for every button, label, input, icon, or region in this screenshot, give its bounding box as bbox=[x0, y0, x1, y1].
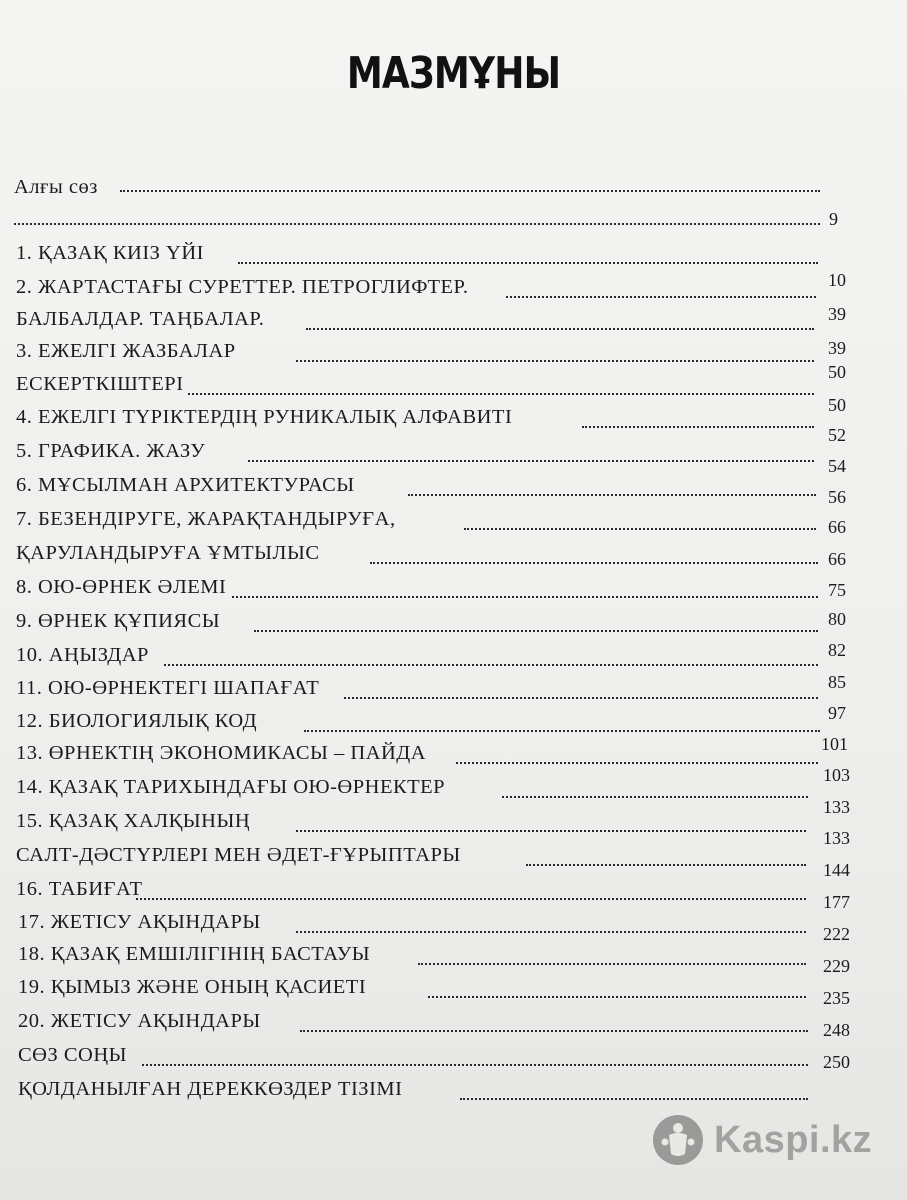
toc-entry-text: 3. ЕЖЕЛГІ ЖАЗБАЛАР bbox=[16, 340, 236, 362]
toc-page-number: 50 bbox=[828, 362, 846, 382]
toc-leader bbox=[14, 223, 820, 225]
toc-leader bbox=[238, 262, 818, 264]
toc-entry-text: 19. ҚЫМЫЗ ЖӘНЕ ОНЫҢ ҚАСИЕТІ bbox=[18, 976, 367, 998]
toc-page-number: 101 bbox=[821, 734, 848, 754]
toc-page-number: 97 bbox=[828, 703, 846, 723]
toc-leader bbox=[254, 630, 818, 632]
toc-leader bbox=[232, 596, 818, 598]
toc-leader bbox=[418, 963, 806, 965]
toc-entry-text: 12. БИОЛОГИЯЛЫҚ КОД bbox=[16, 710, 258, 732]
kaspi-logo-icon bbox=[652, 1114, 704, 1166]
toc-entry-text: ЕСКЕРТКІШТЕРІ bbox=[16, 373, 184, 395]
toc-page-number: 222 bbox=[823, 924, 850, 944]
toc-entry-text: 17. ЖЕТІСУ АҚЫНДАРЫ bbox=[18, 911, 261, 933]
toc-page-number: 66 bbox=[828, 549, 846, 569]
toc-page-number: 235 bbox=[823, 988, 850, 1008]
toc-page-number: 10 bbox=[828, 270, 846, 290]
toc-page-number: 56 bbox=[828, 487, 846, 507]
toc-page-number: 133 bbox=[823, 797, 850, 817]
toc-leader bbox=[370, 562, 818, 564]
toc-page-number: 133 bbox=[823, 828, 850, 848]
toc-entry-text: 14. ҚАЗАҚ ТАРИХЫНДАҒЫ ОЮ-ӨРНЕКТЕР bbox=[16, 776, 446, 798]
toc-page-number: 39 bbox=[828, 338, 846, 358]
toc-leader bbox=[582, 426, 814, 428]
page-title: МАЗМҰНЫ bbox=[346, 48, 561, 99]
toc-page-number: 85 bbox=[828, 672, 846, 692]
toc-leader bbox=[306, 328, 814, 330]
toc-page-number: 229 bbox=[823, 956, 850, 976]
toc-entry-text: 18. ҚАЗАҚ ЕМШІЛІГІНІҢ БАСТАУЫ bbox=[18, 943, 371, 965]
toc-entry-text: ҚАРУЛАНДЫРУҒА ҰМТЫЛЫС bbox=[16, 542, 320, 564]
toc-page-number: 248 bbox=[823, 1020, 850, 1040]
toc-page-number: 50 bbox=[828, 395, 846, 415]
toc-entry-text: Алғы сөз bbox=[14, 176, 98, 198]
toc-leader bbox=[296, 360, 814, 362]
kaspi-watermark bbox=[652, 1108, 882, 1172]
toc-entry-text: ҚОЛДАНЫЛҒАН ДЕРЕККӨЗДЕР ТІЗІМІ bbox=[18, 1078, 403, 1100]
toc-leader bbox=[296, 830, 806, 832]
toc-leader bbox=[248, 460, 814, 462]
toc-page-number: 66 bbox=[828, 517, 846, 537]
toc-entry-text: 7. БЕЗЕНДІРУГЕ, ЖАРАҚТАНДЫРУҒА, bbox=[16, 508, 396, 530]
toc-entry-text: 13. ӨРНЕКТІҢ ЭКОНОМИКАСЫ – ПАЙДА bbox=[16, 742, 427, 764]
toc-entry-text: 11. ОЮ-ӨРНЕКТЕГІ ШАПАҒАТ bbox=[16, 677, 320, 699]
toc-leader bbox=[344, 697, 818, 699]
toc-page-number: 75 bbox=[828, 580, 846, 600]
toc-entry-text: 16. ТАБИҒАТ bbox=[16, 878, 143, 900]
toc-page-number: 177 bbox=[823, 892, 850, 912]
toc-entry-text: 9. ӨРНЕК ҚҰПИЯСЫ bbox=[16, 610, 221, 632]
toc-entry-text: 20. ЖЕТІСУ АҚЫНДАРЫ bbox=[18, 1010, 261, 1032]
toc-entry-text: СӨЗ СОҢЫ bbox=[18, 1044, 128, 1066]
toc-page-number: 54 bbox=[828, 456, 846, 476]
toc-entry-text: БАЛБАЛДАР. ТАҢБАЛАР. bbox=[16, 308, 265, 330]
toc-leader bbox=[502, 796, 808, 798]
toc-page-number: 9 bbox=[829, 209, 838, 229]
toc-leader bbox=[142, 1064, 808, 1066]
toc-entry-text: 2. ЖАРТАСТАҒЫ СУРЕТТЕР. ПЕТРОГЛИФТЕР. bbox=[16, 276, 469, 298]
toc-leader bbox=[136, 898, 806, 900]
toc-leader bbox=[188, 393, 814, 395]
toc-page-number: 52 bbox=[828, 425, 846, 445]
toc-entry-text: 15. ҚАЗАҚ ХАЛҚЫНЫҢ bbox=[16, 810, 251, 832]
toc-page-number: 80 bbox=[828, 609, 846, 629]
toc-leader bbox=[428, 996, 806, 998]
toc-leader bbox=[456, 762, 818, 764]
toc-leader bbox=[120, 190, 820, 192]
toc-leader bbox=[506, 296, 816, 298]
toc-leader bbox=[526, 864, 806, 866]
toc-leader bbox=[408, 494, 816, 496]
watermark-text: Kaspi.kz bbox=[714, 1118, 873, 1161]
toc-page-number: 82 bbox=[828, 640, 846, 660]
toc-entry-text: 6. МҰСЫЛМАН АРХИТЕКТУРАСЫ bbox=[16, 474, 355, 496]
toc-leader bbox=[296, 931, 806, 933]
toc-entry-text: САЛТ-ДӘСТҮРЛЕРІ МЕН ӘДЕТ-ҒҰРЫПТАРЫ bbox=[16, 844, 461, 866]
toc-page-number: 144 bbox=[823, 860, 850, 880]
toc-entry-text: 8. ОЮ-ӨРНЕК ӘЛЕМІ bbox=[16, 576, 227, 598]
toc-entry-text: 1. ҚАЗАҚ КИІЗ ҮЙІ bbox=[16, 242, 204, 264]
toc-leader bbox=[304, 730, 820, 732]
toc-entry-text: 10. АҢЫЗДАР bbox=[16, 644, 149, 666]
toc-leader bbox=[464, 528, 816, 530]
toc-page-number: 103 bbox=[823, 765, 850, 785]
toc-leader bbox=[460, 1098, 808, 1100]
toc-page-number: 250 bbox=[823, 1052, 850, 1072]
toc-entry-text: 5. ГРАФИКА. ЖАЗУ bbox=[16, 440, 206, 462]
toc-leader bbox=[164, 664, 818, 666]
toc-leader bbox=[300, 1030, 808, 1032]
toc-entry-text: 4. ЕЖЕЛГІ ТҮРІКТЕРДІҢ РУНИКАЛЫҚ АЛФАВИТІ bbox=[16, 406, 513, 428]
toc-page-number: 39 bbox=[828, 304, 846, 324]
